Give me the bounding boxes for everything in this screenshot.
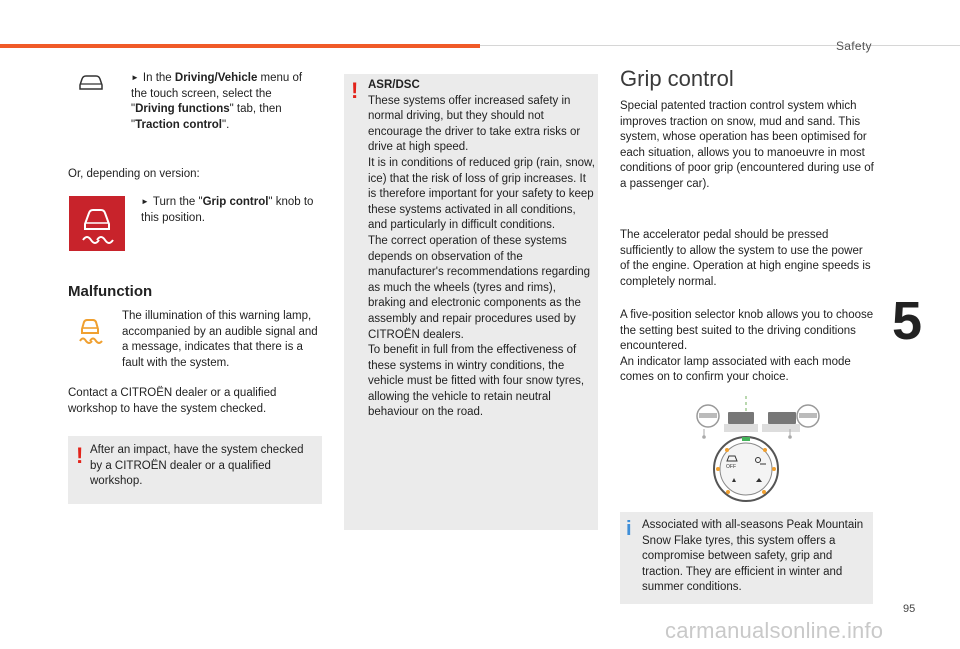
warning-exclamation-icon: ! [351, 78, 359, 103]
tyres-info-panel [620, 512, 873, 604]
steering-wheel-icon [762, 405, 819, 439]
contact-dealer-text: Contact a CITROËN dealer or a qualified workshop to have the system checked. [68, 387, 277, 415]
bullet-arrow-icon: ► [141, 197, 149, 206]
chapter-number: 5 [892, 291, 923, 351]
car-outline-icon [77, 73, 105, 96]
tyres-info-text: Associated with all-seasons Peak Mountain Snow Flake tyres, this system offers a compromise between safety, grip and traction. They are efficient in winter and summer conditions. [642, 519, 864, 594]
asr-dsc-paragraph: To benefit in full from the effectiveness of these systems in wintry conditions, the vehicle must be fitted with four snow tyres, allowing the vehicle to retain neutral behaviour on the road. [368, 344, 585, 419]
knob-off-label: OFF [726, 464, 736, 470]
grip-control-heading: Grip control [620, 66, 734, 91]
bullet-arrow-icon: ► [131, 73, 139, 82]
impact-warning-text: After an impact, have the system checked by a CITROËN dealer or a qualified workshop. [90, 444, 304, 488]
selector-knob-icon [714, 437, 778, 501]
grip-control-knob-icon [69, 196, 125, 251]
accelerator-text: The accelerator pedal should be pressed sufficiently to allow the system to use the power of the engine. Operation at high engine speeds is completely normal. [620, 229, 871, 288]
page-number: 95 [903, 603, 916, 615]
asr-dsc-paragraph: The correct operation of these systems depends on observation of the manufacturer's recommendations regarding as much the wheels (tyres and rims), braking and electronic components as the assembly and repair procedures used by CITROËN dealers. [368, 234, 591, 341]
step-turn-knob: ► Turn the "Grip control" knob to this position. [141, 196, 314, 224]
malfunction-heading: Malfunction [68, 283, 153, 300]
impact-warning-panel [68, 436, 322, 504]
asr-dsc-text [368, 78, 595, 421]
asr-dsc-paragraph: These systems offer increased safety in normal driving, but they should not encourage the driver to take extra risks or drive at high speed. [368, 94, 581, 154]
or-version-text: Or, depending on version: [68, 168, 200, 180]
asr-dsc-paragraph: It is in conditions of reduced grip (rain, snow, ice) that the risk of loss of grip increases. It is therefore important for your safety to keep these systems activated in all conditions, and particularly in difficult conditions. [368, 156, 595, 232]
warning-exclamation-icon: ! [76, 443, 84, 468]
grip-control-selector-illustration [672, 396, 832, 511]
info-icon: i [626, 518, 632, 540]
grip-control-intro: Special patented traction control system which improves traction on snow, mud and sand. This system, whose operation has been optimised for each situation, allows you to manoeuvre in most conditions of poor grip (encountered during use of a passenger car). [620, 100, 874, 190]
asr-dsc-panel [344, 74, 598, 530]
header-accent-bar [0, 44, 480, 48]
steering-wheel-icon [697, 405, 758, 439]
selector-knob-text: A five-position selector knob allows you to choose the setting best suited to the driving conditions encountered. An indicator lamp associated with each mode comes on to confirm your choice. [620, 309, 874, 384]
asr-dsc-title: ASR/DSC [368, 79, 420, 91]
section-title: Safety [836, 39, 872, 53]
traction-warning-lamp-icon [74, 314, 106, 351]
header-rule [480, 45, 960, 46]
step-touchscreen: ► In the Driving/Vehicle menu of the touch screen, select the "Driving functions" tab, then "Traction control". [131, 72, 303, 131]
malfunction-text: The illumination of this warning lamp, accompanied by an audible signal and a message, indicates that there is a fault with the system. [122, 310, 318, 369]
watermark: carmanualsonline.info [665, 618, 884, 643]
